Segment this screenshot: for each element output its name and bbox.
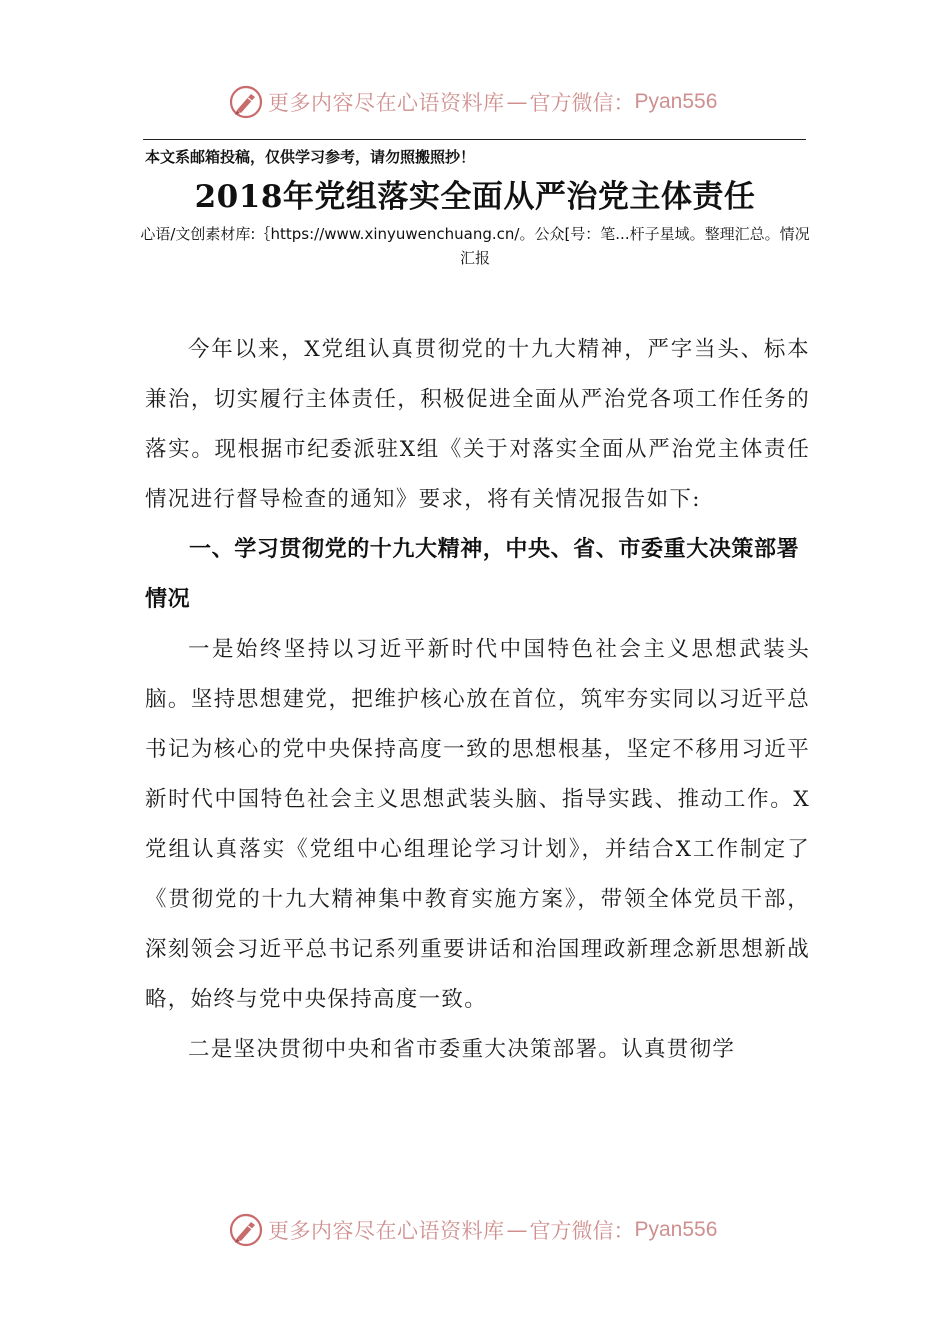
- intro-paragraph: 今年以来，X党组认真贯彻党的十九大精神，严字当头、标本兼治，切实履行主体责任，积极促进全面从严治党各项工作任务的落实。现根据市纪委派驻X组《关于对落实全面从严治党主体责任情况进行督导检查的通知》要求，将有关情况报告如下:: [145, 337, 810, 512]
- banner-wechat-id: Pyan556: [634, 90, 718, 113]
- submission-notice: 本文系邮箱投稿，仅供学习参考，请勿照搬照抄！: [145, 148, 476, 166]
- pen-circle-logo-icon: [228, 1212, 264, 1248]
- banner-wechat-label: 官方微信：: [529, 1219, 635, 1243]
- header-banner: [0, 82, 950, 122]
- header-rule: [143, 139, 806, 140]
- section-heading-1: 一、学习贯彻党的十九大精神，中央、省、市委重大决策部署情况: [145, 537, 800, 612]
- source-line: 心语/文创素材库:｛https://www.xinyuwenchuang.cn/。公众[号：笔...杆子星域。整理汇总。情况汇报: [140, 225, 810, 267]
- banner-wechat-id: Pyan556: [634, 1218, 718, 1241]
- banner-dash: —: [506, 90, 528, 114]
- document-title: 2018年党组落实全面从严治党主体责任: [194, 179, 756, 215]
- banner-content: [228, 82, 717, 122]
- paragraph-point-1: 一是始终坚持以习近平新时代中国特色社会主义思想武装头脑。坚持思想建党，把维护核心放在首位，筑牢夯实同以习近平总书记为核心的党中央保持高度一致的思想根基，坚定不移用习近平新时代中国特色社会主义思想武装头脑、指导实践、推动工作。X党组认真落实《党组中心组理论学习计划》，并结合X工作制定了《贯彻党的十九大精神集中教育实施方案》，带领全体党员干部，深刻领会习近平总书记系列重要讲话和治国理政新理念新思想新战略，始终与党中央保持高度一致。: [145, 637, 810, 1012]
- banner-content: [228, 1210, 717, 1250]
- banner-wechat-label: 官方微信：: [529, 91, 635, 115]
- document-body: [145, 325, 810, 1075]
- banner-dash: —: [506, 1218, 528, 1242]
- paragraph-point-2: 二是坚决贯彻中央和省市委重大决策部署。认真贯彻学: [188, 1037, 736, 1062]
- banner-slogan: 更多内容尽在心语资料库: [268, 91, 505, 115]
- banner-slogan: 更多内容尽在心语资料库: [268, 1219, 505, 1243]
- pen-circle-logo-icon: [228, 84, 264, 120]
- footer-banner: [0, 1210, 950, 1250]
